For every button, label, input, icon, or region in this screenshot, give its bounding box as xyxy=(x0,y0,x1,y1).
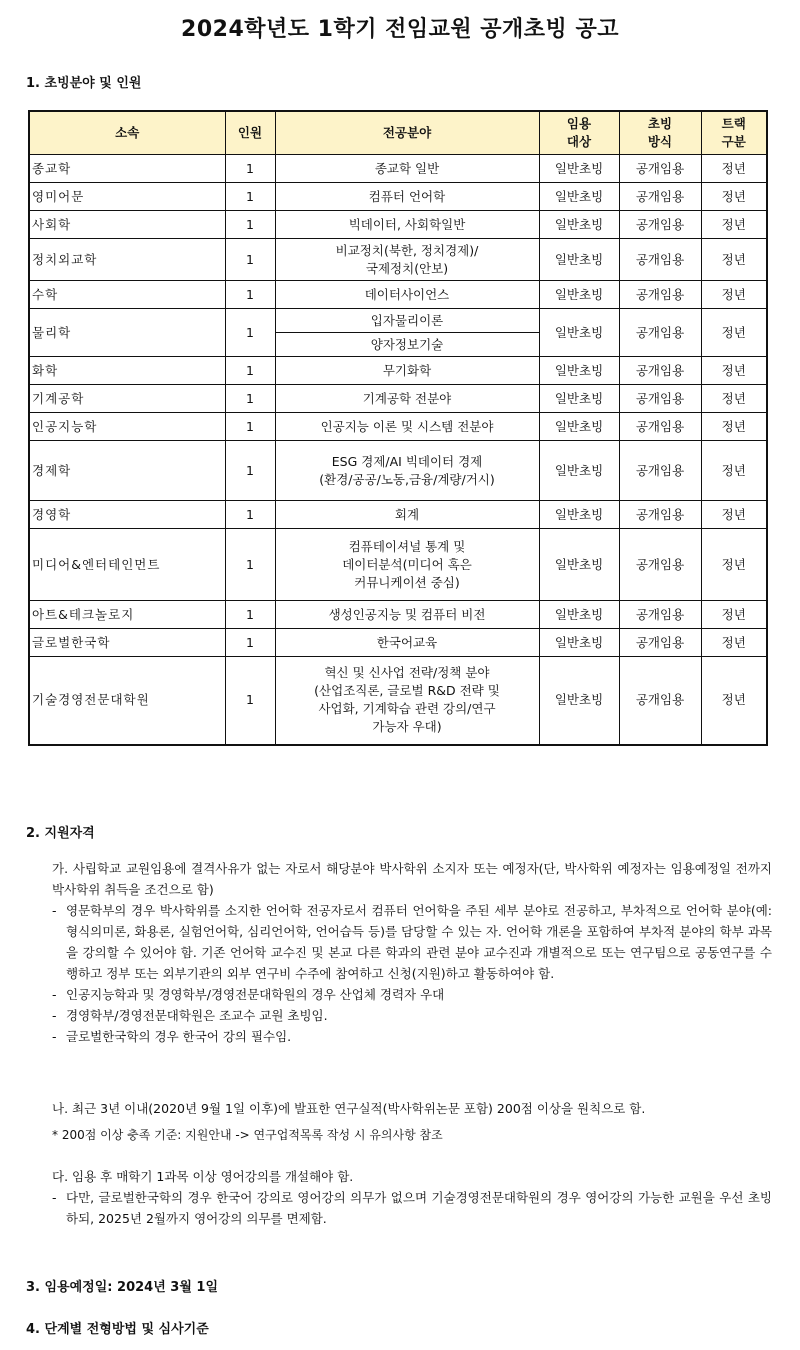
dept-cell: 인공지능학 xyxy=(29,413,225,441)
field-cell: 인공지능 이론 및 시스템 전분야 xyxy=(275,413,539,441)
track-cell: 정년 xyxy=(701,309,767,357)
count-cell: 1 xyxy=(225,501,275,529)
qualification-da xyxy=(52,1166,772,1229)
table-row xyxy=(29,413,767,441)
list-item: - 글로벌한국학의 경우 한국어 강의 필수임. xyxy=(52,1029,292,1044)
dept-cell: 미디어&엔터테인먼트 xyxy=(29,529,225,601)
method-cell: 공개임용 xyxy=(619,529,701,601)
count-cell: 1 xyxy=(225,155,275,183)
target-cell: 일반초빙 xyxy=(539,529,619,601)
table-row xyxy=(29,629,767,657)
track-cell: 정년 xyxy=(701,601,767,629)
table-row xyxy=(29,357,767,385)
track-cell: 정년 xyxy=(701,211,767,239)
qualification-na xyxy=(52,1098,772,1146)
section2-body xyxy=(52,858,772,1047)
track-cell: 정년 xyxy=(701,413,767,441)
header-field: 전공분야 xyxy=(275,111,539,155)
field-cell: 입자물리이론 xyxy=(275,309,539,333)
field-cell: 컴퓨테이셔널 통계 및 데이터분석(미디어 혹은 커뮤니케이션 중심) xyxy=(275,529,539,601)
target-cell: 일반초빙 xyxy=(539,413,619,441)
method-cell: 공개임용 xyxy=(619,183,701,211)
track-cell: 정년 xyxy=(701,657,767,745)
section3-heading: 3. 임용예정일: 2024년 3월 1일 xyxy=(26,1280,219,1295)
field-cell: 빅데이터, 사회학일반 xyxy=(275,211,539,239)
table-row xyxy=(29,239,767,281)
dept-cell: 기술경영전문대학원 xyxy=(29,657,225,745)
method-cell: 공개임용 xyxy=(619,309,701,357)
list-item: - 경영학부/경영전문대학원은 조교수 교원 초빙임. xyxy=(52,1008,328,1023)
target-cell: 일반초빙 xyxy=(539,183,619,211)
table-row xyxy=(29,183,767,211)
table-row xyxy=(29,211,767,239)
target-cell: 일반초빙 xyxy=(539,601,619,629)
field-cell: 데이터사이언스 xyxy=(275,281,539,309)
method-cell: 공개임용 xyxy=(619,441,701,501)
dept-cell: 기계공학 xyxy=(29,385,225,413)
target-cell: 일반초빙 xyxy=(539,211,619,239)
method-cell: 공개임용 xyxy=(619,629,701,657)
target-cell: 일반초빙 xyxy=(539,441,619,501)
field-cell: 컴퓨터 언어학 xyxy=(275,183,539,211)
table-row xyxy=(29,309,767,333)
target-cell: 일반초빙 xyxy=(539,357,619,385)
dept-cell: 아트&테크놀로지 xyxy=(29,601,225,629)
table-row xyxy=(29,529,767,601)
track-cell: 정년 xyxy=(701,239,767,281)
method-cell: 공개임용 xyxy=(619,413,701,441)
count-cell: 1 xyxy=(225,309,275,357)
table-row xyxy=(29,501,767,529)
dept-cell: 경영학 xyxy=(29,501,225,529)
header-count: 인원 xyxy=(225,111,275,155)
target-cell: 일반초빙 xyxy=(539,501,619,529)
count-cell: 1 xyxy=(225,529,275,601)
dept-cell: 영미어문 xyxy=(29,183,225,211)
qualification-na-note: * 200점 이상 충족 기준: 지원안내 -> 연구업적목록 작성 시 유의사항 참조 xyxy=(52,1128,443,1142)
table-row xyxy=(29,657,767,745)
count-cell: 1 xyxy=(225,183,275,211)
field-cell: 한국어교육 xyxy=(275,629,539,657)
track-cell: 정년 xyxy=(701,357,767,385)
track-cell: 정년 xyxy=(701,155,767,183)
count-cell: 1 xyxy=(225,211,275,239)
header-method: 초빙 방식 xyxy=(619,111,701,155)
count-cell: 1 xyxy=(225,629,275,657)
method-cell: 공개임용 xyxy=(619,211,701,239)
header-track: 트랙 구분 xyxy=(701,111,767,155)
target-cell: 일반초빙 xyxy=(539,281,619,309)
dept-cell: 수학 xyxy=(29,281,225,309)
count-cell: 1 xyxy=(225,385,275,413)
header-target: 임용 대상 xyxy=(539,111,619,155)
method-cell: 공개임용 xyxy=(619,281,701,309)
method-cell: 공개임용 xyxy=(619,601,701,629)
list-item: - 다만, 글로벌한국학의 경우 한국어 강의로 영어강의 의무가 없으며 기술경영전문대학원의 경우 영어강의 가능한 교원을 우선 초빙하되, 2025년 2월까지 영어강의 의무를 면제함. xyxy=(52,1190,772,1226)
list-item: - 영문학부의 경우 박사학위를 소지한 언어학 전공자로서 컴퓨터 언어학을 주된 세부 분야로 전공하고, 부차적으로 언어학 분야(예: 형식의미론, 화용론, 실험언어학, 심리언어학, 언어습득 등)를 담당할 수 있는 자. 언어학 개론을 포함하여 부차적 분야의 학부 과목을 강의할 수 있어야 함. 기존 언어학 교수진 및 본교 다른 학과의 관련 분야 교수진과 개별적으로 또는 연구팀으로 공동연구를 수행하고 정부 또는 외부기관의 외부 연구비 수주에 참여하고 신청(지원)하고 활동하여야 함. xyxy=(52,903,772,981)
track-cell: 정년 xyxy=(701,629,767,657)
field-cell: 혁신 및 신사업 전략/정책 분야 (산업조직론, 글로벌 R&D 전략 및 사업화, 기계학습 관련 강의/연구 가능자 우대) xyxy=(275,657,539,745)
field-cell: 기계공학 전분야 xyxy=(275,385,539,413)
target-cell: 일반초빙 xyxy=(539,657,619,745)
list-item: - 인공지능학과 및 경영학부/경영전문대학원의 경우 산업체 경력자 우대 xyxy=(52,987,445,1002)
track-cell: 정년 xyxy=(701,281,767,309)
table-header-row xyxy=(29,111,767,155)
qualification-ga: 가. 사립학교 교원임용에 결격사유가 없는 자로서 해당분야 박사학위 소지자 또는 예정자(단, 박사학위 예정자는 임용예정일 전까지 박사학위 취득을 조건으로 함) xyxy=(52,861,772,897)
count-cell: 1 xyxy=(225,441,275,501)
dept-cell: 종교학 xyxy=(29,155,225,183)
count-cell: 1 xyxy=(225,601,275,629)
section2-heading: 2. 지원자격 xyxy=(26,826,95,841)
method-cell: 공개임용 xyxy=(619,385,701,413)
target-cell: 일반초빙 xyxy=(539,155,619,183)
field-cell: 양자정보기술 xyxy=(275,333,539,357)
recruitment-table xyxy=(28,110,768,746)
target-cell: 일반초빙 xyxy=(539,309,619,357)
count-cell: 1 xyxy=(225,413,275,441)
track-cell: 정년 xyxy=(701,529,767,601)
method-cell: 공개임용 xyxy=(619,357,701,385)
method-cell: 공개임용 xyxy=(619,239,701,281)
count-cell: 1 xyxy=(225,239,275,281)
count-cell: 1 xyxy=(225,281,275,309)
section4-heading: 4. 단계별 전형방법 및 심사기준 xyxy=(26,1322,209,1337)
dept-cell: 글로벌한국학 xyxy=(29,629,225,657)
track-cell: 정년 xyxy=(701,441,767,501)
field-cell: 생성인공지능 및 컴퓨터 비전 xyxy=(275,601,539,629)
dept-cell: 화학 xyxy=(29,357,225,385)
track-cell: 정년 xyxy=(701,385,767,413)
qualification-da-text: 다. 임용 후 매학기 1과목 이상 영어강의를 개설해야 함. xyxy=(52,1169,354,1184)
dept-cell: 물리학 xyxy=(29,309,225,357)
method-cell: 공개임용 xyxy=(619,657,701,745)
target-cell: 일반초빙 xyxy=(539,385,619,413)
table-row xyxy=(29,281,767,309)
page-title: 2024학년도 1학기 전임교원 공개초빙 공고 xyxy=(181,17,619,42)
field-cell: 비교정치(북한, 정치경제)/ 국제정치(안보) xyxy=(275,239,539,281)
dept-cell: 사회학 xyxy=(29,211,225,239)
field-cell: 무기화학 xyxy=(275,357,539,385)
header-dept: 소속 xyxy=(29,111,225,155)
target-cell: 일반초빙 xyxy=(539,239,619,281)
count-cell: 1 xyxy=(225,657,275,745)
table-row xyxy=(29,385,767,413)
field-cell: ESG 경제/AI 빅데이터 경제 (환경/공공/노동,금융/계량/거시) xyxy=(275,441,539,501)
track-cell: 정년 xyxy=(701,183,767,211)
track-cell: 정년 xyxy=(701,501,767,529)
dept-cell: 정치외교학 xyxy=(29,239,225,281)
target-cell: 일반초빙 xyxy=(539,629,619,657)
method-cell: 공개임용 xyxy=(619,155,701,183)
field-cell: 종교학 일반 xyxy=(275,155,539,183)
field-cell: 회계 xyxy=(275,501,539,529)
table-row xyxy=(29,441,767,501)
qualification-na-text: 나. 최근 3년 이내(2020년 9월 1일 이후)에 발표한 연구실적(박사학위논문 포함) 200점 이상을 원칙으로 함. xyxy=(52,1101,646,1116)
table-row xyxy=(29,601,767,629)
dept-cell: 경제학 xyxy=(29,441,225,501)
count-cell: 1 xyxy=(225,357,275,385)
method-cell: 공개임용 xyxy=(619,501,701,529)
section1-heading: 1. 초빙분야 및 인원 xyxy=(26,76,142,91)
table-row xyxy=(29,155,767,183)
